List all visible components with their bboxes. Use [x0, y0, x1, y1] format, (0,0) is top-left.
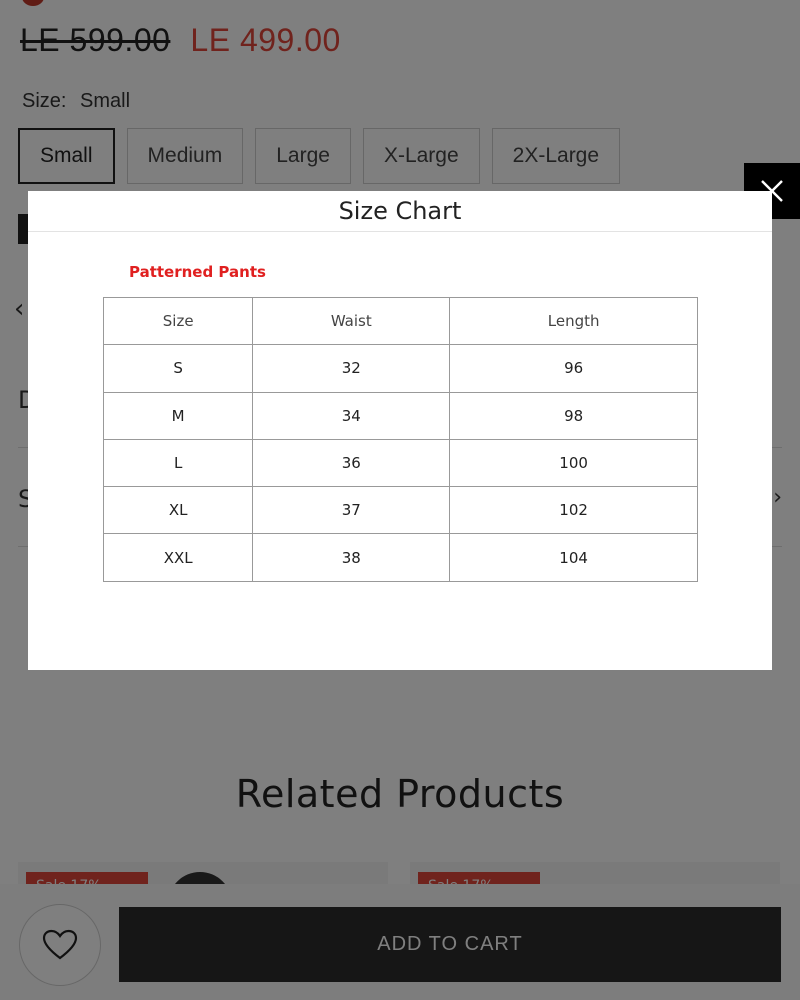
table-cell: 38 — [253, 534, 450, 581]
column-header: Length — [450, 298, 698, 345]
table-header-row — [104, 298, 698, 345]
size-table — [103, 297, 698, 582]
table-cell: 98 — [450, 392, 698, 439]
table-cell: 102 — [450, 487, 698, 534]
table-cell: XL — [104, 487, 253, 534]
column-header: Waist — [253, 298, 450, 345]
table-cell: S — [104, 345, 253, 392]
table-cell: L — [104, 439, 253, 486]
table-cell: 32 — [253, 345, 450, 392]
modal-header — [28, 191, 772, 232]
modal-title: Size Chart — [338, 197, 462, 225]
table-row — [104, 392, 698, 439]
table-cell: 104 — [450, 534, 698, 581]
chart-subtitle: Patterned Pants — [129, 263, 266, 281]
table-cell: 100 — [450, 439, 698, 486]
table-row — [104, 439, 698, 486]
table-row — [104, 345, 698, 392]
table-cell: M — [104, 392, 253, 439]
table-cell: 36 — [253, 439, 450, 486]
table-row — [104, 487, 698, 534]
table-cell: 37 — [253, 487, 450, 534]
column-header: Size — [104, 298, 253, 345]
size-chart-modal — [28, 191, 772, 670]
table-cell: 96 — [450, 345, 698, 392]
table-cell: 34 — [253, 392, 450, 439]
table-row — [104, 534, 698, 581]
table-cell: XXL — [104, 534, 253, 581]
